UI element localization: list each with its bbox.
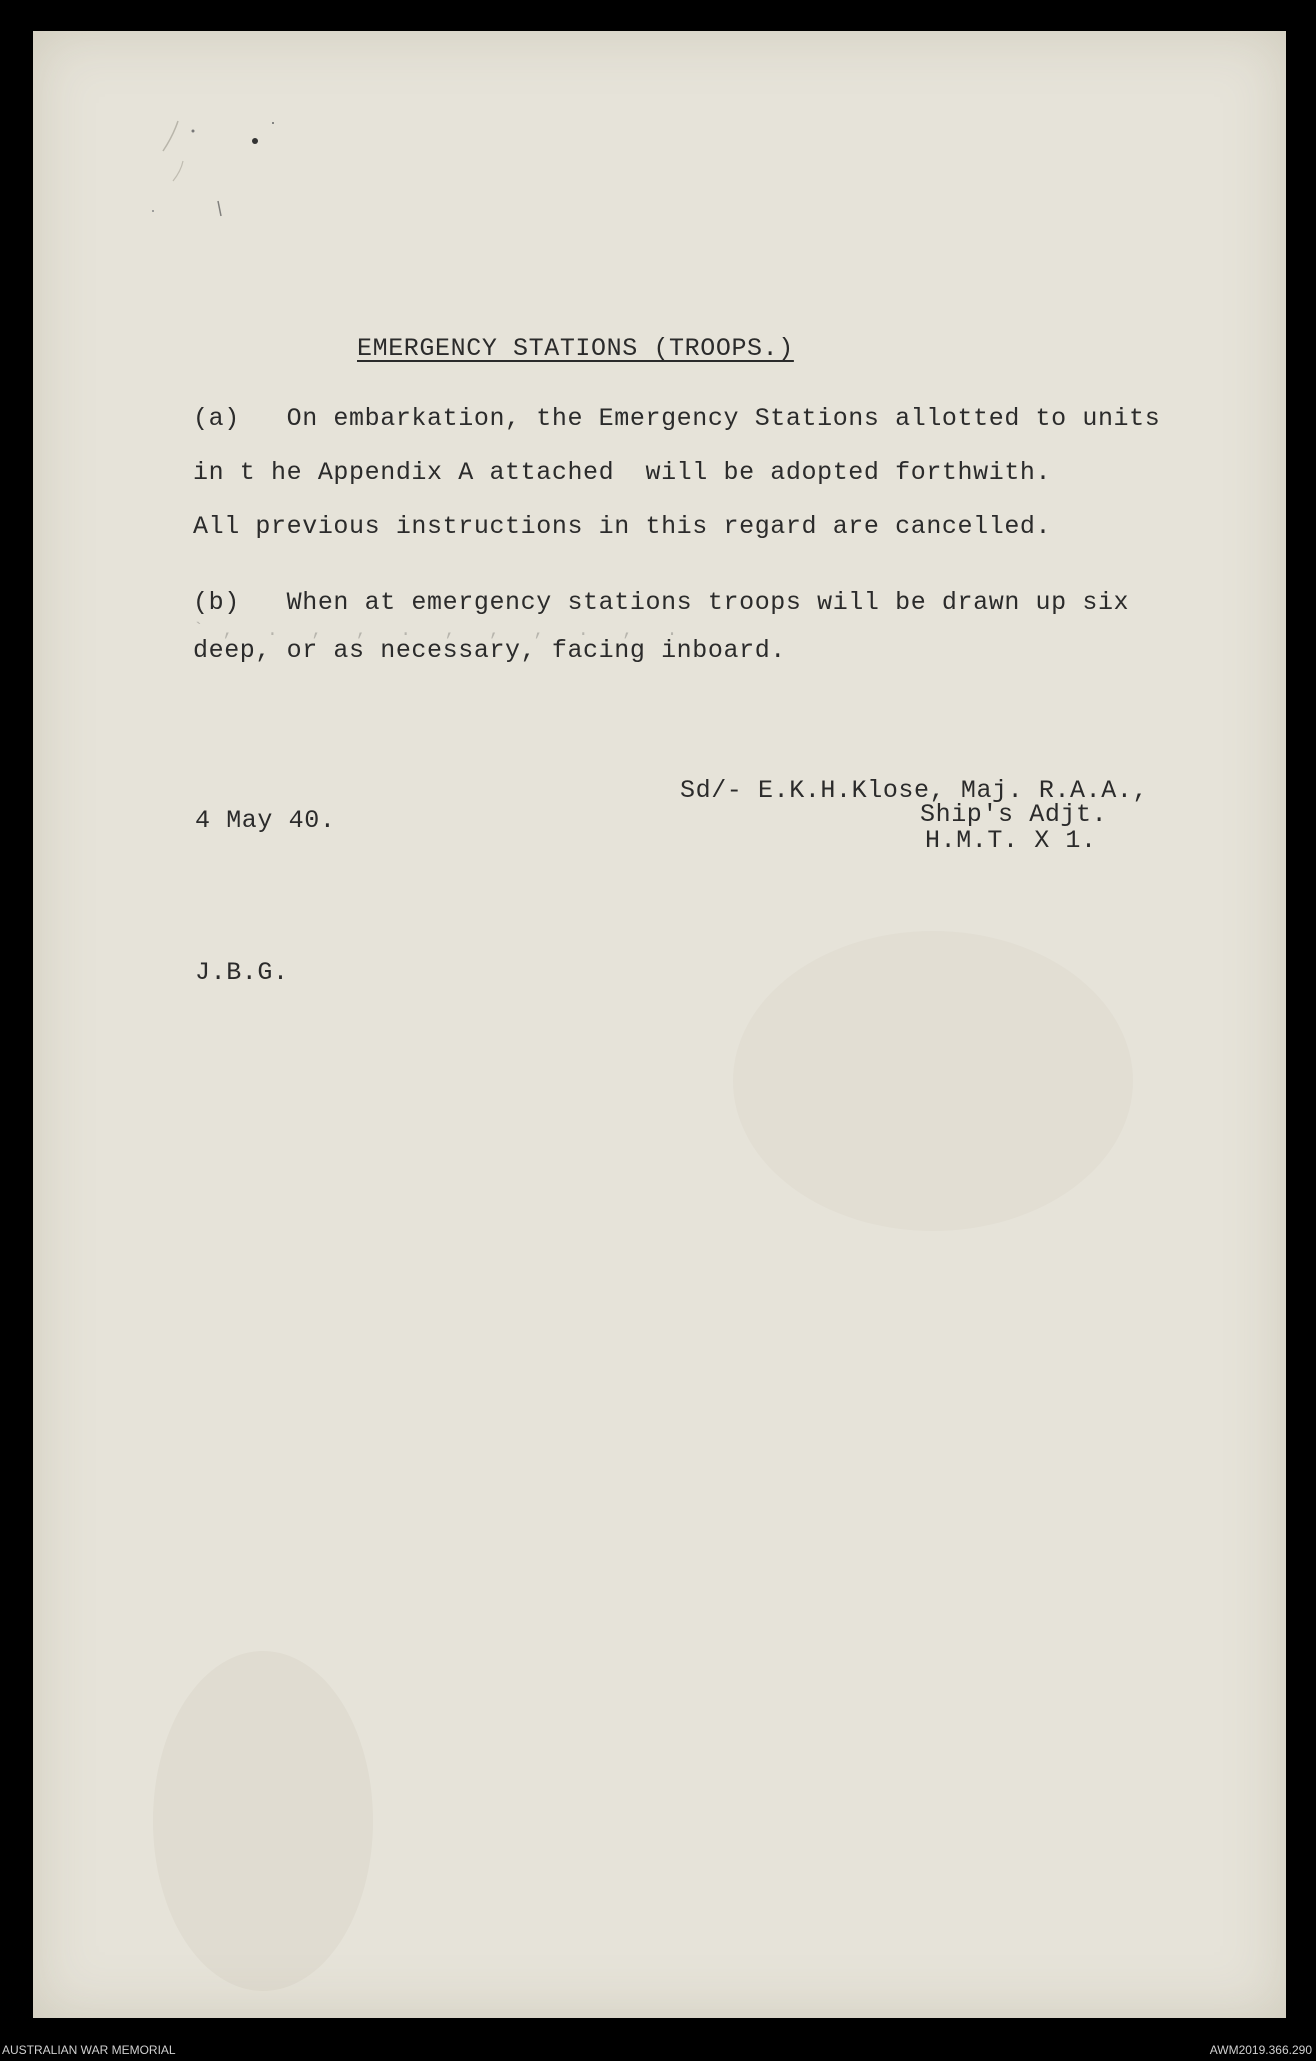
signature-line-3: H.M.T. X 1. xyxy=(925,826,1097,855)
archive-accession-number: AWM2019.366.290 xyxy=(1209,2043,1312,2057)
faint-strikeover-marks: ` , . , , . , , , . , . xyxy=(193,621,682,641)
typist-initials: J.B.G. xyxy=(195,958,289,987)
signature-line-2: Ship's Adjt. xyxy=(920,800,1108,829)
paragraph-b-line-1: (b) When at emergency stations troops will be drawn up six xyxy=(193,588,1130,617)
document-date: 4 May 40. xyxy=(195,806,336,835)
paragraph-a-line-3: All previous instructions in this regard are cancelled. xyxy=(193,512,1052,541)
document-title: EMERGENCY STATIONS (TROOPS.) xyxy=(357,334,794,363)
paper-scuff-marks xyxy=(133,91,353,241)
paragraph-a-line-1: (a) On embarkation, the Emergency Stations allotted to units xyxy=(193,404,1161,433)
paper-stain xyxy=(733,931,1133,1231)
archive-credit: AUSTRALIAN WAR MEMORIAL xyxy=(2,2043,176,2057)
paragraph-a-line-2: in t he Appendix A attached will be adopted forthwith. xyxy=(193,458,1052,487)
document-page xyxy=(33,31,1286,2018)
paragraph-b-line-2: deep, or as necessary, facing inboard. xyxy=(193,636,786,665)
paper-stain xyxy=(153,1651,373,1991)
signature-line-1: Sd/- E.K.H.Klose, Maj. R.A.A., xyxy=(680,776,1149,805)
